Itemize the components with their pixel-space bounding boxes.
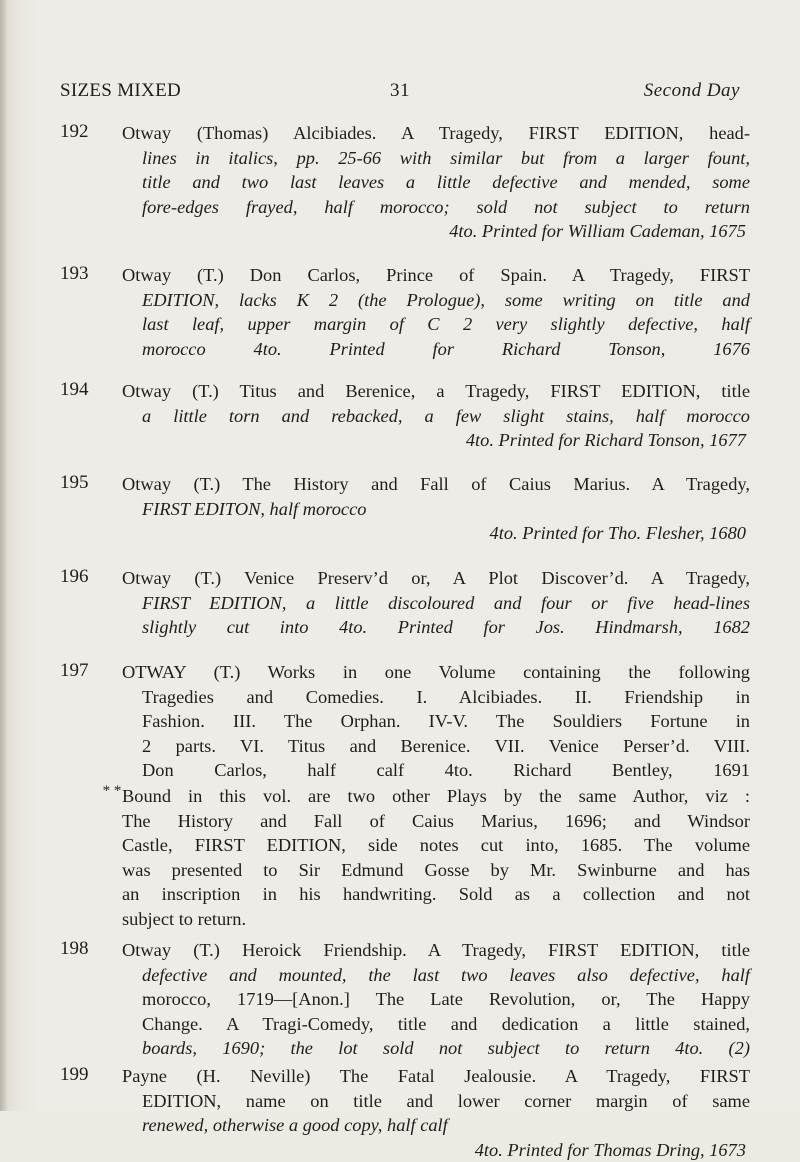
description-line: defective and mounted, the last two leaves also defective, half	[122, 963, 750, 988]
description-line: morocco 4to. Printed for Richard Tonson, 1676	[122, 337, 750, 362]
description-line: a little torn and rebacked, a few slight stains, half morocco	[122, 404, 750, 429]
description-line: Otway (Thomas) Alcibiades. A Tragedy, FIRST EDITION, head-	[122, 121, 750, 146]
asterism-mark: * *	[102, 786, 122, 796]
lot-description	[122, 660, 750, 783]
lot-number: 197	[60, 660, 100, 682]
lot-number: 195	[60, 472, 100, 494]
description-line: fore-edges frayed, half morocco; sold not subject to return	[122, 195, 750, 220]
lot-number: 193	[60, 263, 100, 285]
description-line: Fashion. III. The Orphan. IV-V. The Souldiers Fortune in	[122, 709, 750, 734]
lot-description	[122, 472, 750, 546]
lot-description	[122, 566, 750, 640]
description-line: Otway (T.) Don Carlos, Prince of Spain. A Tragedy, FIRST	[122, 263, 750, 288]
note-line: The History and Fall of Caius Marius, 1696; and Windsor	[122, 809, 750, 834]
description-line: FIRST EDITON, half morocco	[122, 497, 750, 522]
lot-number: 192	[60, 121, 100, 143]
note-line: Castle, FIRST EDITION, side notes cut into, 1685. The volume	[122, 833, 750, 858]
description-line: EDITION, name on title and lower corner margin of same	[122, 1089, 750, 1114]
description-line: last leaf, upper margin of C 2 very slightly defective, half	[122, 312, 750, 337]
imprint-line: 4to. Printed for Thomas Dring, 1673	[122, 1138, 750, 1162]
lot-description	[122, 1064, 750, 1162]
description-line: title and two last leaves a little defective and mended, some	[122, 170, 750, 195]
page-edge-shadow	[0, 0, 8, 1111]
description-line: slightly cut into 4to. Printed for Jos. Hindmarsh, 1682	[122, 615, 750, 640]
imprint-line: 4to. Printed for Richard Tonson, 1677	[122, 428, 750, 453]
note-line: Bound in this vol. are two other Plays by the same Author, viz :	[122, 784, 750, 809]
description-line: Otway (T.) The History and Fall of Caius Marius. A Tragedy,	[122, 472, 750, 497]
running-header	[60, 80, 740, 106]
description-line: FIRST EDITION, a little discoloured and four or five head-lines	[122, 591, 750, 616]
lot-number: 198	[60, 938, 100, 960]
description-line: Otway (T.) Venice Preserv’d or, A Plot Discover’d. A Tragedy,	[122, 566, 750, 591]
note-line: an inscription in his handwriting. Sold as a collection and not	[122, 882, 750, 907]
note-line: was presented to Sir Edmund Gosse by Mr. Swinburne and has	[122, 858, 750, 883]
lot-number: 199	[60, 1064, 100, 1086]
description-line: OTWAY (T.) Works in one Volume containing the following	[122, 660, 750, 685]
lot-number: 194	[60, 379, 100, 401]
description-line: renewed, otherwise a good copy, half calf	[122, 1113, 750, 1138]
description-line: Otway (T.) Heroick Friendship. A Tragedy, FIRST EDITION, title	[122, 938, 750, 963]
note-text	[122, 784, 750, 931]
description-line: Don Carlos, half calf 4to. Richard Bentley, 1691	[122, 758, 750, 783]
imprint-line: 4to. Printed for Tho. Flesher, 1680	[122, 521, 750, 546]
header-left: SIZES MIXED	[60, 80, 181, 102]
lot-number: 196	[60, 566, 100, 588]
header-right: Second Day	[644, 80, 740, 102]
lot-description	[122, 121, 750, 244]
description-line: Otway (T.) Titus and Berenice, a Tragedy, FIRST EDITION, title	[122, 379, 750, 404]
description-line: boards, 1690; the lot sold not subject to return 4to. (2)	[122, 1036, 750, 1061]
lot-description	[122, 379, 750, 453]
note-line: subject to return.	[122, 907, 750, 932]
description-line: lines in italics, pp. 25-66 with similar but from a larger fount,	[122, 146, 750, 171]
imprint-line: 4to. Printed for William Cademan, 1675	[122, 219, 750, 244]
description-line: Tragedies and Comedies. I. Alcibiades. II. Friendship in	[122, 685, 750, 710]
lot-description	[122, 938, 750, 1061]
lot-description	[122, 263, 750, 361]
page-number: 31	[390, 80, 410, 102]
description-line: morocco, 1719—[Anon.] The Late Revolution, or, The Happy	[122, 987, 750, 1012]
description-line: Change. A Tragi-Comedy, title and dedication a little stained,	[122, 1012, 750, 1037]
description-line: 2 parts. VI. Titus and Berenice. VII. Venice Perser’d. VIII.	[122, 734, 750, 759]
description-line: Payne (H. Neville) The Fatal Jealousie. A Tragedy, FIRST	[122, 1064, 750, 1089]
description-line: EDITION, lacks K 2 (the Prologue), some writing on title and	[122, 288, 750, 313]
